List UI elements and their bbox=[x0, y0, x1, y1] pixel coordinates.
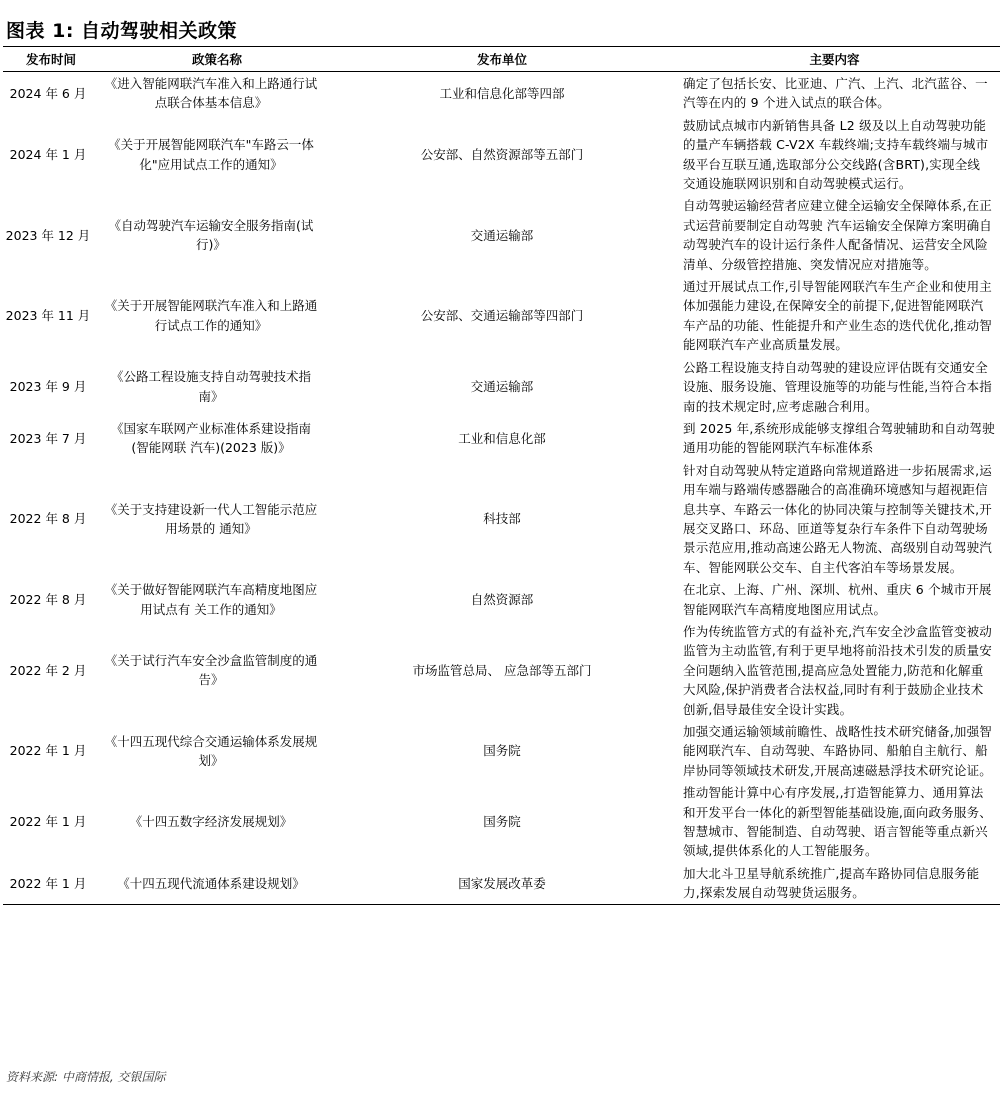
cell-policy-name: 《十四五数字经济发展规划》 bbox=[129, 814, 293, 830]
header-issuer: 发布单位 bbox=[335, 47, 669, 72]
cell-date: 2022 年 1 月 bbox=[9, 814, 87, 830]
cell-policy-name: 《关于支持建设新一代人工智能示范应用场景的 通知》 bbox=[104, 501, 318, 536]
cell-date: 2023 年 12 月 bbox=[5, 227, 91, 243]
cell-policy-name: 《公路工程设施支持自动驾驶技术指南》 bbox=[110, 369, 311, 404]
cell-date: 2023 年 9 月 bbox=[9, 379, 87, 395]
cell-content: 通过开展试点工作,引导智能网联汽车生产企业和使用主体加强能力建设,在保障安全的前提下,促进智能网联汽车产品的功能、性能提升和产业生态的迭代优化,推动智能网联汽车产业高质量发展。 bbox=[683, 279, 992, 353]
table-row bbox=[3, 862, 1000, 904]
policy-table bbox=[3, 46, 1000, 905]
cell-content: 在北京、上海、广州、深圳、杭州、重庆 6 个城市开展智能网联汽车高精度地图应用试点。 bbox=[683, 582, 992, 617]
header-content: 主要内容 bbox=[669, 47, 1000, 72]
header-policy-name: 政策名称 bbox=[99, 47, 335, 72]
cell-date: 2022 年 2 月 bbox=[9, 662, 87, 678]
cell-issuer: 国务院 bbox=[483, 814, 521, 830]
table-header-row bbox=[3, 47, 1000, 72]
cell-policy-name: 《关于开展智能网联汽车准入和上路通行试点工作的通知》 bbox=[104, 298, 318, 333]
table-row bbox=[3, 417, 1000, 459]
header-date: 发布时间 bbox=[3, 47, 99, 72]
cell-issuer: 国务院 bbox=[483, 743, 521, 759]
cell-content: 加大北斗卫星导航系统推广,提高车路协同信息服务能力,探索发展自动驾驶货运服务。 bbox=[669, 862, 1000, 904]
cell-issuer: 交通运输部 bbox=[470, 227, 534, 243]
cell-issuer: 科技部 bbox=[483, 511, 521, 527]
table-row bbox=[3, 356, 1000, 417]
cell-issuer: 市场监管总局、 应急部等五部门 bbox=[412, 662, 592, 678]
cell-date: 2022 年 1 月 bbox=[9, 743, 87, 759]
table-row bbox=[3, 194, 1000, 275]
cell-issuer: 公安部、交通运输部等四部门 bbox=[420, 308, 584, 324]
cell-policy-name: 《十四五现代流通体系建设规划》 bbox=[99, 862, 335, 904]
cell-date: 2024 年 1 月 bbox=[9, 146, 87, 162]
cell-content: 到 2025 年,系统形成能够支撑组合驾驶辅助和自动驾驶通用功能的智能网联汽车标准体系 bbox=[683, 420, 995, 456]
cell-issuer: 公安部、自然资源部等五部门 bbox=[420, 146, 584, 162]
table-row bbox=[3, 114, 1000, 195]
cell-policy-name: 《关于做好智能网联汽车高精度地图应用试点有 关工作的通知》 bbox=[104, 582, 318, 617]
cell-content: 自动驾驶运输经营者应建立健全运输安全保障体系,在正式运营前要制定自动驾驶 汽车运输安全保障方案明确自动驾驶汽车的设计运行条件人配备情况、运营安全风险清单、分级管控措施、突发情况应对措施等。 bbox=[683, 198, 992, 272]
source-note: 资料来源: 中商情报, 交银国际 bbox=[6, 1070, 166, 1084]
table-row bbox=[3, 781, 1000, 862]
table-row bbox=[3, 459, 1000, 578]
cell-date: 2023 年 7 月 bbox=[9, 430, 87, 446]
cell-content: 确定了包括长安、比亚迪、广汽、上汽、北汽蓝谷、一汽等在内的 9 个进入试点的联合体。 bbox=[683, 76, 988, 111]
cell-issuer: 工业和信息化部 bbox=[458, 430, 546, 446]
cell-issuer: 工业和信息化部等四部 bbox=[439, 85, 565, 101]
cell-date: 2024 年 6 月 bbox=[9, 85, 87, 101]
cell-policy-name: 《进入智能网联汽车准入和上路通行试点联合体基本信息》 bbox=[104, 76, 318, 111]
cell-issuer: 国家发展改革委 bbox=[335, 862, 669, 904]
cell-policy-name: 《关于试行汽车安全沙盒监管制度的通告》 bbox=[104, 653, 318, 688]
cell-content: 鼓励试点城市内新销售具备 L2 级及以上自动驾驶功能的量产车辆搭载 C-V2X 车载终端;支持车载终端与城市级平台互联互通,选取部分公交线路(含BRT),实现全线 交通设施联网识别和自动驾驶模式运行。 bbox=[683, 117, 989, 192]
cell-date: 2022 年 8 月 bbox=[9, 591, 87, 607]
cell-date: 2022 年 1 月 bbox=[3, 862, 99, 904]
cell-policy-name: 《自动驾驶汽车运输安全服务指南(试行)》 bbox=[108, 217, 314, 253]
cell-date: 2023 年 11 月 bbox=[5, 308, 91, 324]
table-row bbox=[3, 578, 1000, 620]
cell-content: 加强交通运输领域前瞻性、战略性技术研究储备,加强智能网联汽车、自动驾驶、车路协同、船舶自主航行、船岸协同等领域技术研发,开展高速磁悬浮技术研究论证。 bbox=[683, 724, 992, 778]
cell-policy-name: 《十四五现代综合交通运输体系发展规划》 bbox=[104, 733, 318, 769]
cell-issuer: 交通运输部 bbox=[470, 379, 534, 395]
table-row bbox=[3, 275, 1000, 356]
table-row bbox=[3, 620, 1000, 720]
cell-date: 2022 年 8 月 bbox=[9, 511, 87, 527]
figure-title: 图表 1: 自动驾驶相关政策 bbox=[6, 20, 238, 42]
cell-issuer: 自然资源部 bbox=[470, 591, 534, 607]
cell-content: 公路工程设施支持自动驾驶的建设应评估既有交通安全设施、服务设施、管理设施等的功能与性能,当符合本指南的技术规定时,应考虑融合利用。 bbox=[683, 359, 992, 414]
table-row bbox=[3, 72, 1000, 114]
cell-policy-name: 《国家车联网产业标准体系建设指南(智能网联 汽车)(2023 版)》 bbox=[110, 420, 311, 456]
cell-content: 针对自动驾驶从特定道路向常规道路进一步拓展需求,运用车端与路端传感器融合的高准确环境感知与超视距信息共享、车路云一体化的协同决策与控制等关键技术,开展交叉路口、环岛、匝道等复杂行车条件下自动驾驶场景示范应用,推动高速公路无人物流、高级别自动驾驶汽车、智能网联公交车、自主代客泊车等场景发展。 bbox=[683, 462, 992, 575]
cell-content: 作为传统监管方式的有益补充,汽车安全沙盒监管变被动监管为主动监管,有利于更早地将前沿技术引发的质量安全问题纳入监管范围,提高应急处置能力,防范和化解重大风险,保护消费者合法权益,同时有利于鼓励企业技术创新,倡导最佳安全设计实践。 bbox=[683, 623, 992, 717]
table-row bbox=[3, 720, 1000, 781]
cell-policy-name: 《关于开展智能网联汽车"车路云一体化"应用试点工作的通知》 bbox=[108, 137, 314, 172]
cell-content: 推动智能计算中心有序发展,,打造智能算力、通用算法和开发平台一体化的新型智能基础设施,面向政务服务、智慧城市、智能制造、自动驾驶、语言智能等重点新兴领域,提供体系化的人工智能服务。 bbox=[683, 785, 992, 859]
